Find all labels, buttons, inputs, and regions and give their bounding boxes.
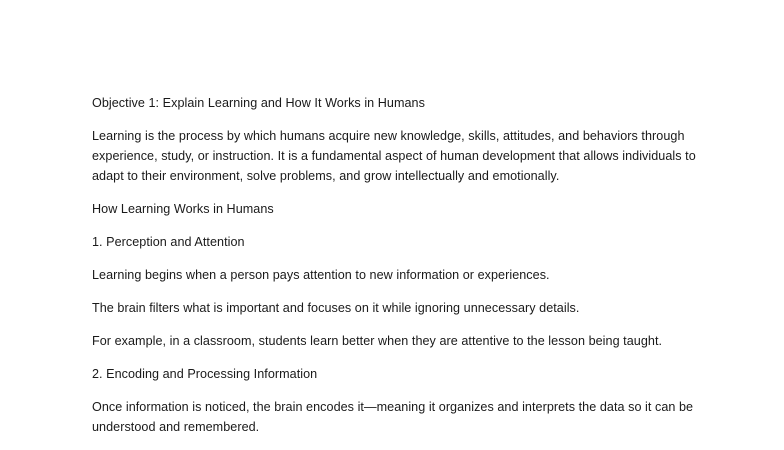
learning-definition-paragraph: Learning is the process by which humans acquire new knowledge, skills, attitudes, and behaviors through experience, study, or instruction. It is a fundamental aspect of human development that allows individuals to adapt to their environment, solve problems, and grow intellectually and emotionally. [92,129,696,183]
attention-paragraph: Learning begins when a person pays attention to new information or experiences. [92,268,550,282]
brain-filter-paragraph: The brain filters what is important and focuses on it while ignoring unnecessary details. [92,301,580,315]
classroom-example-paragraph: For example, in a classroom, students learn better when they are attentive to the lesson being taught. [92,334,663,348]
encoding-paragraph: Once information is noticed, the brain encodes it—meaning it organizes and interprets the data so it can be understood and remembered. [92,400,694,434]
section-heading-how-learning-works: How Learning Works in Humans [92,202,274,216]
objective-heading: Objective 1: Explain Learning and How It Works in Humans [92,96,425,110]
document-body [92,93,702,450]
step-heading-perception-attention: 1. Perception and Attention [92,235,245,249]
step-heading-encoding-processing: 2. Encoding and Processing Information [92,367,318,381]
